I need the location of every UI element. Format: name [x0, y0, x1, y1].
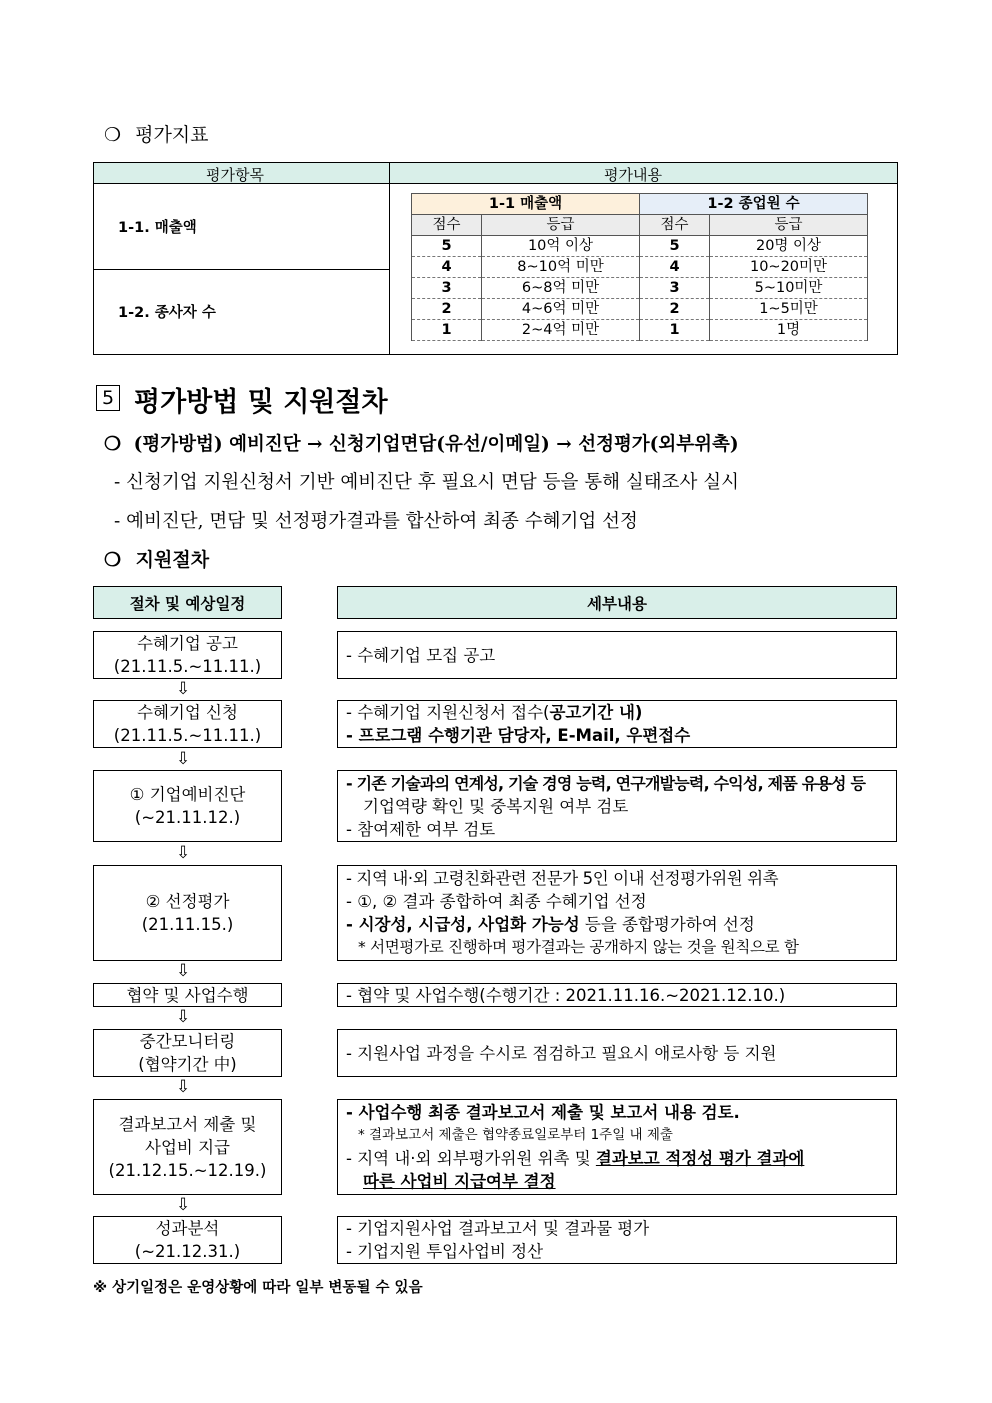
grade-cell: 6~8억 미만	[482, 278, 640, 299]
step-date: (21.12.15.~12.19.)	[108, 1160, 267, 1180]
down-arrow-icon: ⇩	[176, 1077, 191, 1097]
evaluation-table	[93, 162, 898, 355]
step-announcement-detail	[337, 631, 897, 679]
procedure-left-header: 절차 및 예상일정	[93, 586, 282, 619]
step-final-report-detail	[337, 1099, 897, 1195]
detail-line: - 기업지원사업 결과보고서 및 결과물 평가	[346, 1219, 650, 1238]
col-score: 점수	[640, 215, 710, 236]
header-evaluation-item: 평가항목	[206, 166, 264, 184]
down-arrow-icon: ⇩	[176, 843, 191, 863]
group-sales: 1-1 매출액	[412, 194, 640, 215]
detail-line: - 참여제한 여부 검토	[346, 819, 496, 839]
step-agreement	[93, 983, 282, 1007]
down-arrow-icon: ⇩	[176, 1007, 191, 1027]
score-cell: 4	[640, 257, 710, 278]
step-preliminary-diagnosis-detail	[337, 770, 897, 842]
col-grade: 등급	[710, 215, 868, 236]
step-monitoring	[93, 1029, 282, 1077]
detail-line	[346, 701, 896, 724]
grade-row	[412, 257, 868, 278]
step-name: 사업비 지급	[145, 1137, 230, 1157]
grade-cell: 2~4억 미만	[482, 320, 640, 341]
score-cell: 3	[412, 278, 482, 299]
detail-text: - 지역 내·외 외부평가위원 위촉 및	[346, 1149, 596, 1168]
grade-row	[412, 320, 868, 341]
step-name: ① 기업예비진단	[129, 785, 246, 804]
schedule-footnote: ※ 상기일정은 운영상황에 따라 일부 변동될 수 있음	[93, 1280, 423, 1296]
step-name: 중간모니터링	[139, 1032, 236, 1051]
grade-cell: 1명	[710, 320, 868, 341]
grade-cell: 5~10미만	[710, 278, 868, 299]
step-agreement-detail	[337, 983, 897, 1007]
group-employees: 1-2 종업원 수	[640, 194, 868, 215]
detail-line: - 사업수행 최종 결과보고서 제출 및 보고서 내용 검토.	[346, 1103, 740, 1122]
circle-bullet-icon: ❍	[104, 124, 122, 146]
grade-row	[412, 236, 868, 257]
detail-line: - 지원사업 과정을 수시로 점검하고 필요시 애로사항 등 지원	[346, 1043, 777, 1063]
score-cell: 2	[412, 299, 482, 320]
method-dash-1: - 신청기업 지원신청서 기반 예비진단 후 필요시 면담 등을 통해 실태조사 실시	[114, 472, 739, 493]
evaluation-table-header	[94, 163, 897, 184]
score-cell: 5	[412, 236, 482, 257]
grade-cell: 8~10억 미만	[482, 257, 640, 278]
detail-bold: 따른 사업비 지급여부 결정	[363, 1172, 556, 1191]
grade-row	[412, 278, 868, 299]
detail-bold: - 시장성, 시급성, 사업화 가능성	[346, 915, 580, 934]
score-cell: 1	[640, 320, 710, 341]
detail-line: - ①, ② 결과 종합하여 최종 수혜기업 선정	[346, 892, 647, 911]
detail-note: * 서면평가로 진행하며 평가결과는 공개하지 않는 것을 원칙으로 함	[358, 938, 799, 956]
row-label-employees: 1-2. 종사자 수	[118, 305, 216, 321]
step-name: 성과분석	[155, 1219, 220, 1238]
step-name: 협약 및 사업수행	[126, 985, 249, 1005]
row-divider	[94, 269, 389, 270]
detail-note: * 결과보고서 제출은 협약종료일로부터 1주일 내 제출	[358, 1127, 673, 1143]
down-arrow-icon: ⇩	[176, 679, 191, 699]
procedure-heading	[104, 545, 209, 572]
step-date: (21.11.15.)	[141, 915, 234, 934]
grade-row	[412, 299, 868, 320]
score-cell: 2	[640, 299, 710, 320]
row-label-sales: 1-1. 매출액	[118, 220, 197, 236]
step-name: ② 선정평가	[145, 892, 230, 911]
circle-bullet-icon: ❍	[104, 433, 122, 455]
score-cell: 1	[412, 320, 482, 341]
step-name: 수혜기업 신청	[137, 703, 238, 722]
step-application-detail	[337, 700, 897, 748]
step-selection-evaluation	[93, 865, 282, 961]
step-application	[93, 700, 282, 748]
down-arrow-icon: ⇩	[176, 961, 191, 981]
step-final-report	[93, 1099, 282, 1195]
detail-line	[346, 913, 896, 936]
detail-text: - 수혜기업 지원신청서 접수(	[346, 703, 550, 722]
grade-cell: 10억 이상	[482, 236, 640, 257]
method-line	[104, 430, 739, 456]
step-name: 수혜기업 공고	[137, 634, 238, 653]
circle-bullet-icon: ❍	[104, 549, 122, 571]
method-dash-2: - 예비진단, 면담 및 선정평가결과를 합산하여 최종 수혜기업 선정	[114, 511, 638, 532]
step-performance-analysis-detail	[337, 1216, 897, 1264]
method-text: (평가방법) 예비진단 → 신청기업면담(유선/이메일) → 선정평가(외부위촉)	[133, 434, 739, 455]
detail-line: - 협약 및 사업수행(수행기간 : 2021.11.16.~2021.12.10.)	[346, 985, 786, 1005]
detail-line	[346, 1147, 896, 1170]
detail-line: - 기존 기술과의 연계성, 기술 경영 능력, 연구개발능력, 수익성, 제품 유용성 등	[346, 773, 866, 793]
section5-title: 평가방법 및 지원절차	[134, 387, 388, 418]
step-date: (~21.12.31.)	[134, 1242, 241, 1261]
procedure-title: 지원절차	[135, 549, 210, 571]
detail-line: - 지역 내·외 고령친화관련 전문가 5인 이내 선정평가위원 위촉	[346, 869, 779, 888]
step-date: (협약기간 中)	[138, 1055, 237, 1074]
down-arrow-icon: ⇩	[176, 749, 191, 769]
detail-line: - 기업지원 투입사업비 정산	[346, 1242, 544, 1261]
grade-cell: 10~20미만	[710, 257, 868, 278]
score-cell: 3	[640, 278, 710, 299]
detail-line: - 프로그램 수행기관 담당자, E-Mail, 우편접수	[346, 726, 691, 745]
detail-text: 등을 종합평가하여 선정	[579, 915, 755, 934]
score-cell: 5	[640, 236, 710, 257]
detail-line: 기업역량 확인 및 중복지원 여부 검토	[363, 796, 629, 816]
col-grade: 등급	[482, 215, 640, 236]
section-number-box: 5	[96, 385, 120, 411]
step-date: (21.11.5.~11.11.)	[113, 657, 262, 676]
grade-cell: 1~5미만	[710, 299, 868, 320]
column-divider	[389, 163, 390, 354]
step-monitoring-detail	[337, 1029, 897, 1077]
detail-bold: 결과보고 적정성 평가 결과에	[595, 1149, 805, 1168]
col-score: 점수	[412, 215, 482, 236]
down-arrow-icon: ⇩	[176, 1195, 191, 1215]
section-eval-title: 평가지표	[135, 124, 209, 146]
step-date: (~21.11.12.)	[134, 808, 241, 827]
detail-bold: 공고기간 내)	[549, 703, 643, 722]
step-performance-analysis	[93, 1216, 282, 1264]
grade-cell: 4~6억 미만	[482, 299, 640, 320]
step-preliminary-diagnosis	[93, 770, 282, 842]
section-eval-heading	[104, 120, 209, 147]
score-cell: 4	[412, 257, 482, 278]
header-evaluation-content: 평가내용	[604, 166, 662, 184]
step-announcement	[93, 631, 282, 679]
grade-table	[411, 193, 868, 341]
step-selection-evaluation-detail	[337, 865, 897, 961]
grade-cell: 20명 이상	[710, 236, 868, 257]
step-date: (21.11.5.~11.11.)	[113, 726, 262, 745]
procedure-right-header: 세부내용	[337, 586, 897, 619]
detail-line: - 수혜기업 모집 공고	[346, 645, 496, 665]
step-name: 결과보고서 제출 및	[118, 1114, 257, 1134]
